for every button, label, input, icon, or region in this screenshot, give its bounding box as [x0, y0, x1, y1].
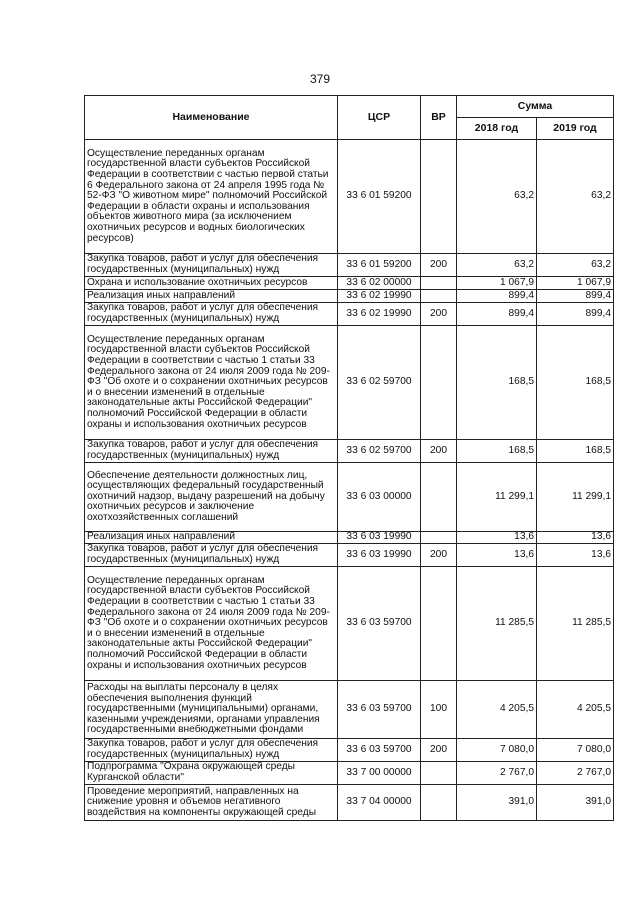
table-row	[85, 140, 614, 254]
row-csr: 33 7 04 00000	[338, 785, 421, 821]
row-csr: 33 6 02 59700	[338, 326, 421, 440]
row-amount-2018: 168,5	[457, 440, 537, 463]
row-name: Расходы на выплаты персоналу в целях обеспечения выполнения функций государственными (муниципальными) органами, казенными учреждениями, органами управления государственными внебюджетными фондами	[85, 681, 338, 739]
table-body	[85, 140, 614, 821]
row-name: Проведение мероприятий, направленных на снижение уровня и объемов негативного воздействия на компоненты окружающей среды	[85, 785, 338, 821]
table-row	[85, 277, 614, 290]
row-amount-2019: 7 080,0	[537, 739, 614, 762]
row-csr: 33 6 03 00000	[338, 463, 421, 532]
row-csr: 33 6 03 59700	[338, 739, 421, 762]
table-row	[85, 762, 614, 785]
table-row	[85, 681, 614, 739]
table-row	[85, 326, 614, 440]
row-amount-2019: 63,2	[537, 140, 614, 254]
row-amount-2018: 13,6	[457, 532, 537, 544]
row-name: Осуществление переданных органам государственной власти субъектов Российской Федерации в соответствии с частью 1 статьи 33 Федерального закона от 24 июля 2009 года № 209-ФЗ "Об охоте и о сохранении охотничьих ресурсов и о внесении изменений в отдельные законодательные акты Российской Федерации" полномочий Российской Федерации в области охраны и использования охотничьих ресурсов	[85, 326, 338, 440]
table-row	[85, 463, 614, 532]
row-csr: 33 6 03 59700	[338, 681, 421, 739]
row-vr	[421, 532, 457, 544]
row-amount-2019: 391,0	[537, 785, 614, 821]
row-name: Закупка товаров, работ и услуг для обеспечения государственных (муниципальных) нужд	[85, 739, 338, 762]
row-amount-2019: 13,6	[537, 544, 614, 567]
row-amount-2018: 13,6	[457, 544, 537, 567]
header-sum: Сумма	[457, 96, 614, 118]
row-name: Обеспечение деятельности должностных лиц, осуществляющих федеральный государственный охотничий надзор, выдачу разрешений на добычу охотничьих ресурсов и заключение охотхозяйственных соглашений	[85, 463, 338, 532]
row-vr	[421, 290, 457, 303]
row-amount-2018: 168,5	[457, 326, 537, 440]
row-name: Охрана и использование охотничьих ресурсов	[85, 277, 338, 290]
row-vr	[421, 326, 457, 440]
row-amount-2019: 11 299,1	[537, 463, 614, 532]
row-amount-2018: 4 205,5	[457, 681, 537, 739]
table-row	[85, 567, 614, 681]
row-vr	[421, 785, 457, 821]
row-vr: 200	[421, 739, 457, 762]
row-vr	[421, 463, 457, 532]
row-csr: 33 6 02 00000	[338, 277, 421, 290]
row-amount-2019: 899,4	[537, 303, 614, 326]
page-number: 379	[309, 72, 331, 86]
row-name: Реализация иных направлений	[85, 290, 338, 303]
row-amount-2018: 11 285,5	[457, 567, 537, 681]
row-name: Осуществление переданных органам государственной власти субъектов Российской Федерации в соответствии с частью 1 статьи 33 Федерального закона от 24 июля 2009 года № 209-ФЗ "Об охоте и о сохранении охотничьих ресурсов и о внесении изменений в отдельные законодательные акты Российской Федерации" полномочий Российской Федерации в области охраны и использования охотничьих ресурсов	[85, 567, 338, 681]
table-row	[85, 532, 614, 544]
budget-table	[84, 95, 614, 821]
header-year-2018: 2018 год	[457, 118, 537, 140]
header-csr: ЦСР	[338, 96, 421, 140]
row-amount-2019: 899,4	[537, 290, 614, 303]
row-amount-2019: 13,6	[537, 532, 614, 544]
row-vr	[421, 140, 457, 254]
row-amount-2019: 2 767,0	[537, 762, 614, 785]
row-amount-2018: 63,2	[457, 140, 537, 254]
row-vr: 200	[421, 303, 457, 326]
header-vr: ВР	[421, 96, 457, 140]
row-amount-2019: 11 285,5	[537, 567, 614, 681]
row-amount-2019: 1 067,9	[537, 277, 614, 290]
row-csr: 33 7 00 00000	[338, 762, 421, 785]
row-amount-2018: 7 080,0	[457, 739, 537, 762]
row-amount-2018: 899,4	[457, 290, 537, 303]
row-amount-2019: 168,5	[537, 440, 614, 463]
row-amount-2018: 391,0	[457, 785, 537, 821]
row-csr: 33 6 03 19990	[338, 532, 421, 544]
header-year-2019: 2019 год	[537, 118, 614, 140]
row-amount-2018: 63,2	[457, 254, 537, 277]
row-csr: 33 6 02 59700	[338, 440, 421, 463]
row-name: Закупка товаров, работ и услуг для обеспечения государственных (муниципальных) нужд	[85, 254, 338, 277]
row-vr	[421, 567, 457, 681]
row-amount-2019: 4 205,5	[537, 681, 614, 739]
row-vr: 200	[421, 254, 457, 277]
table-row	[85, 739, 614, 762]
row-amount-2018: 1 067,9	[457, 277, 537, 290]
row-vr: 200	[421, 544, 457, 567]
row-vr	[421, 277, 457, 290]
row-name: Подпрограмма "Охрана окружающей среды Курганской области"	[85, 762, 338, 785]
table-row	[85, 440, 614, 463]
row-csr: 33 6 03 19990	[338, 544, 421, 567]
row-name: Реализация иных направлений	[85, 532, 338, 544]
row-csr: 33 6 01 59200	[338, 254, 421, 277]
row-name: Закупка товаров, работ и услуг для обеспечения государственных (муниципальных) нужд	[85, 544, 338, 567]
row-csr: 33 6 01 59200	[338, 140, 421, 254]
table-row	[85, 290, 614, 303]
table-row	[85, 303, 614, 326]
table-row	[85, 785, 614, 821]
table-row	[85, 254, 614, 277]
row-vr	[421, 762, 457, 785]
row-vr: 100	[421, 681, 457, 739]
row-amount-2018: 899,4	[457, 303, 537, 326]
header-name: Наименование	[85, 96, 338, 140]
row-csr: 33 6 02 19990	[338, 303, 421, 326]
row-name: Закупка товаров, работ и услуг для обеспечения государственных (муниципальных) нужд	[85, 440, 338, 463]
row-csr: 33 6 02 19990	[338, 290, 421, 303]
row-name: Осуществление переданных органам государственной власти субъектов Российской Федерации в соответствии с частью первой статьи 6 Федерального закона от 24 апреля 1995 года № 52-ФЗ "О животном мире" полномочий Российской Федерации в области охраны и использования объектов животного мира (за исключением охотничьих ресурсов и водных биологических ресурсов)	[85, 140, 338, 254]
row-name: Закупка товаров, работ и услуг для обеспечения государственных (муниципальных) нужд	[85, 303, 338, 326]
row-vr: 200	[421, 440, 457, 463]
row-csr: 33 6 03 59700	[338, 567, 421, 681]
row-amount-2018: 11 299,1	[457, 463, 537, 532]
table-row	[85, 544, 614, 567]
row-amount-2019: 168,5	[537, 326, 614, 440]
row-amount-2019: 63,2	[537, 254, 614, 277]
row-amount-2018: 2 767,0	[457, 762, 537, 785]
